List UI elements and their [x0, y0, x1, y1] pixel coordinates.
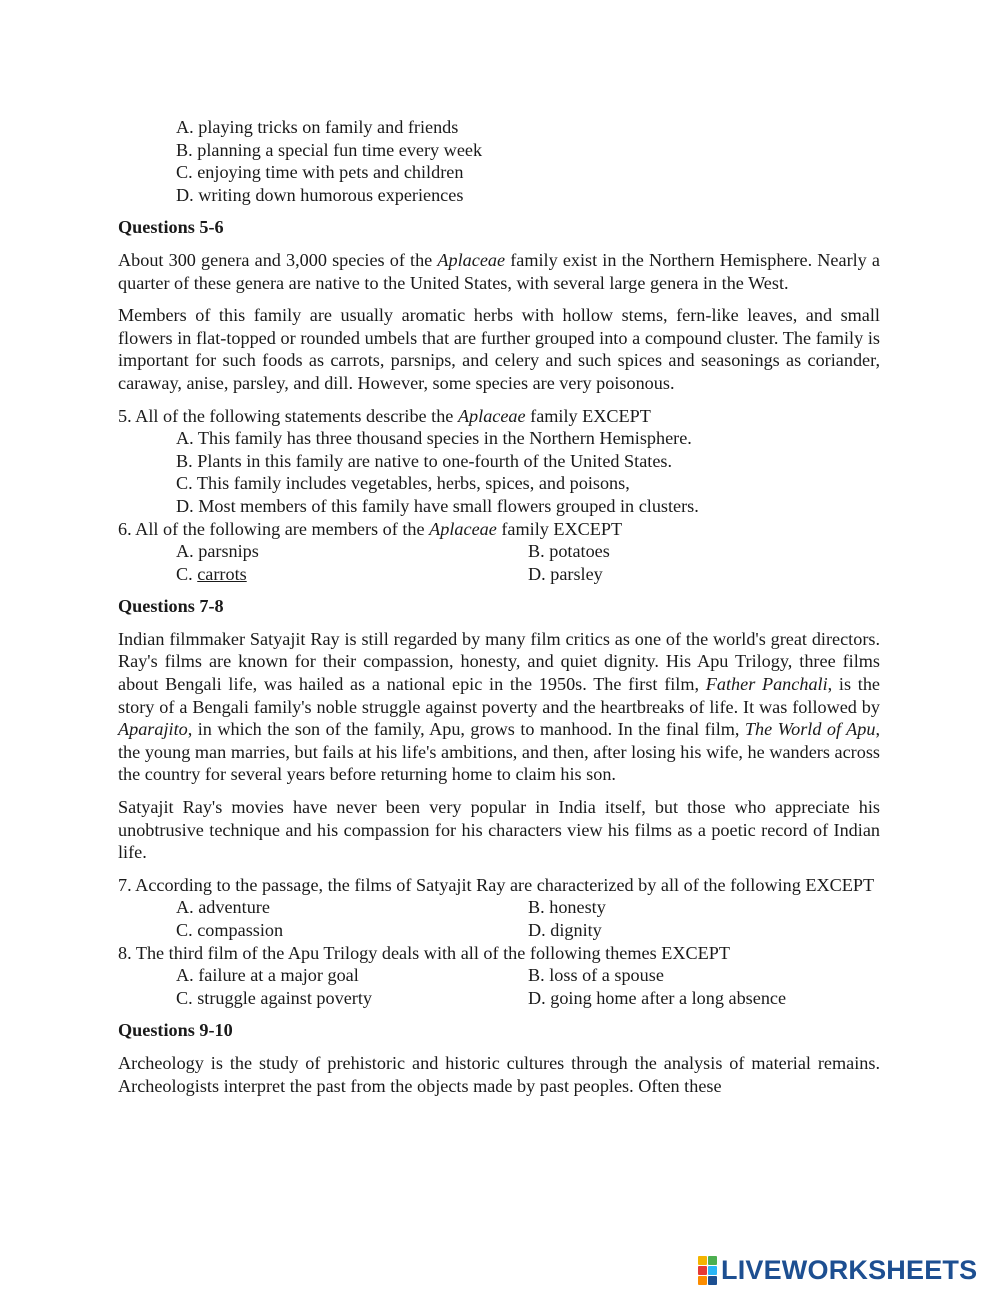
option-b: B. loss of a spouse [528, 965, 664, 986]
option-d: D. going home after a long absence [528, 987, 787, 1008]
option-b: B. honesty [528, 897, 606, 918]
passage-paragraph: Archeology is the study of prehistoric and historic cultures through the analysis of material remains. Archeologists interpret the past from the objects made by past peoples. Often these [118, 1052, 880, 1096]
document-page [118, 116, 880, 1107]
option-b: B. potatoes [528, 541, 610, 562]
logo-text: LIVEWORKSHEETS [721, 1255, 978, 1285]
section-heading: Questions 5-6 [118, 217, 224, 238]
option-d: D. parsley [528, 563, 603, 584]
logo-tile [708, 1266, 717, 1275]
option-d: D. writing down humorous experiences [176, 184, 464, 205]
passage-paragraph: Members of this family are usually aromatic herbs with hollow stems, fern-like leaves, and small flowers in flat-topped or rounded umbels that are further grouped into a compound cluster. The family is important for such foods as carrots, parsnips, and celery and such spices and seasonings as coriander, caraway, anise, parsley, and dill. However, some species are very poisonous. [118, 305, 880, 393]
option-c: C. carrots [176, 563, 247, 584]
logo-icon [698, 1256, 717, 1285]
question-5-stem: 5. All of the following statements describe the Aplaceae family EXCEPT [118, 405, 651, 426]
logo-tile [698, 1256, 707, 1265]
passage-paragraph: Satyajit Ray's movies have never been very popular in India itself, but those who appreciate his unobtrusive technique and his compassion for his characters view his films as a poetic record of Indian life. [118, 797, 880, 863]
question-6-stem: 6. All of the following are members of the Aplaceae family EXCEPT [118, 518, 623, 539]
section-heading: Questions 7-8 [118, 596, 224, 617]
question-5-options [176, 427, 880, 517]
option-d: D. Most members of this family have small flowers grouped in clusters. [176, 495, 699, 516]
option-b: B. planning a special fun time every week [176, 139, 483, 160]
option-a: A. This family has three thousand species in the Northern Hemisphere. [176, 428, 692, 449]
option-a: A. adventure [176, 897, 270, 918]
option-a: A. failure at a major goal [176, 965, 359, 986]
logo-tile [708, 1256, 717, 1265]
option-c: C. compassion [176, 920, 284, 940]
question-8-stem: 8. The third film of the Apu Trilogy deals with all of the following themes EXCEPT [118, 942, 730, 963]
liveworksheets-logo [698, 1255, 977, 1286]
logo-tile [698, 1266, 707, 1275]
option-c: C. struggle against poverty [176, 987, 372, 1008]
passage-paragraph: Indian filmmaker Satyajit Ray is still regarded by many film critics as one of the world's great directors. Ray's films are known for their compassion, honesty, and quiet dignity. His Apu Trilogy, three films about Bengali life, was hailed as a national epic in the 1950s. The first film, Father Panchali, is the story of a Bengali family's noble struggle against poverty and the heartbreaks of life. It was followed by Aparajito, in which the son of the family, Apu, grows to manhood. In the final film, The World of Apu, the young man marries, but fails at his life's ambitions, and then, after losing his wife, he wanders across the country for several years before returning home to claim his son. [118, 628, 880, 785]
option-c: C. This family includes vegetables, herbs, spices, and poisons, [176, 473, 630, 494]
question-6-options [176, 540, 880, 585]
option-a: A. parsnips [176, 541, 259, 562]
passage-paragraph: About 300 genera and 3,000 species of the Aplaceae family exist in the Northern Hemisphere. Nearly a quarter of these genera are native to the United States, with several large genera in the West. [118, 249, 880, 293]
option-a: A. playing tricks on family and friends [176, 117, 459, 137]
question-8-options [176, 964, 880, 1009]
underlined-word: carrots [197, 563, 247, 584]
question-4-options [176, 116, 880, 206]
option-d: D. dignity [528, 920, 602, 940]
option-b: B. Plants in this family are native to one-fourth of the United States. [176, 450, 673, 471]
logo-tile [698, 1276, 707, 1285]
section-heading: Questions 9-10 [118, 1020, 233, 1041]
question-7-options [176, 896, 880, 941]
logo-tile [708, 1276, 717, 1285]
option-c: C. enjoying time with pets and children [176, 162, 464, 183]
question-7-stem: 7. According to the passage, the films of Satyajit Ray are characterized by all of the following EXCEPT [118, 874, 875, 895]
